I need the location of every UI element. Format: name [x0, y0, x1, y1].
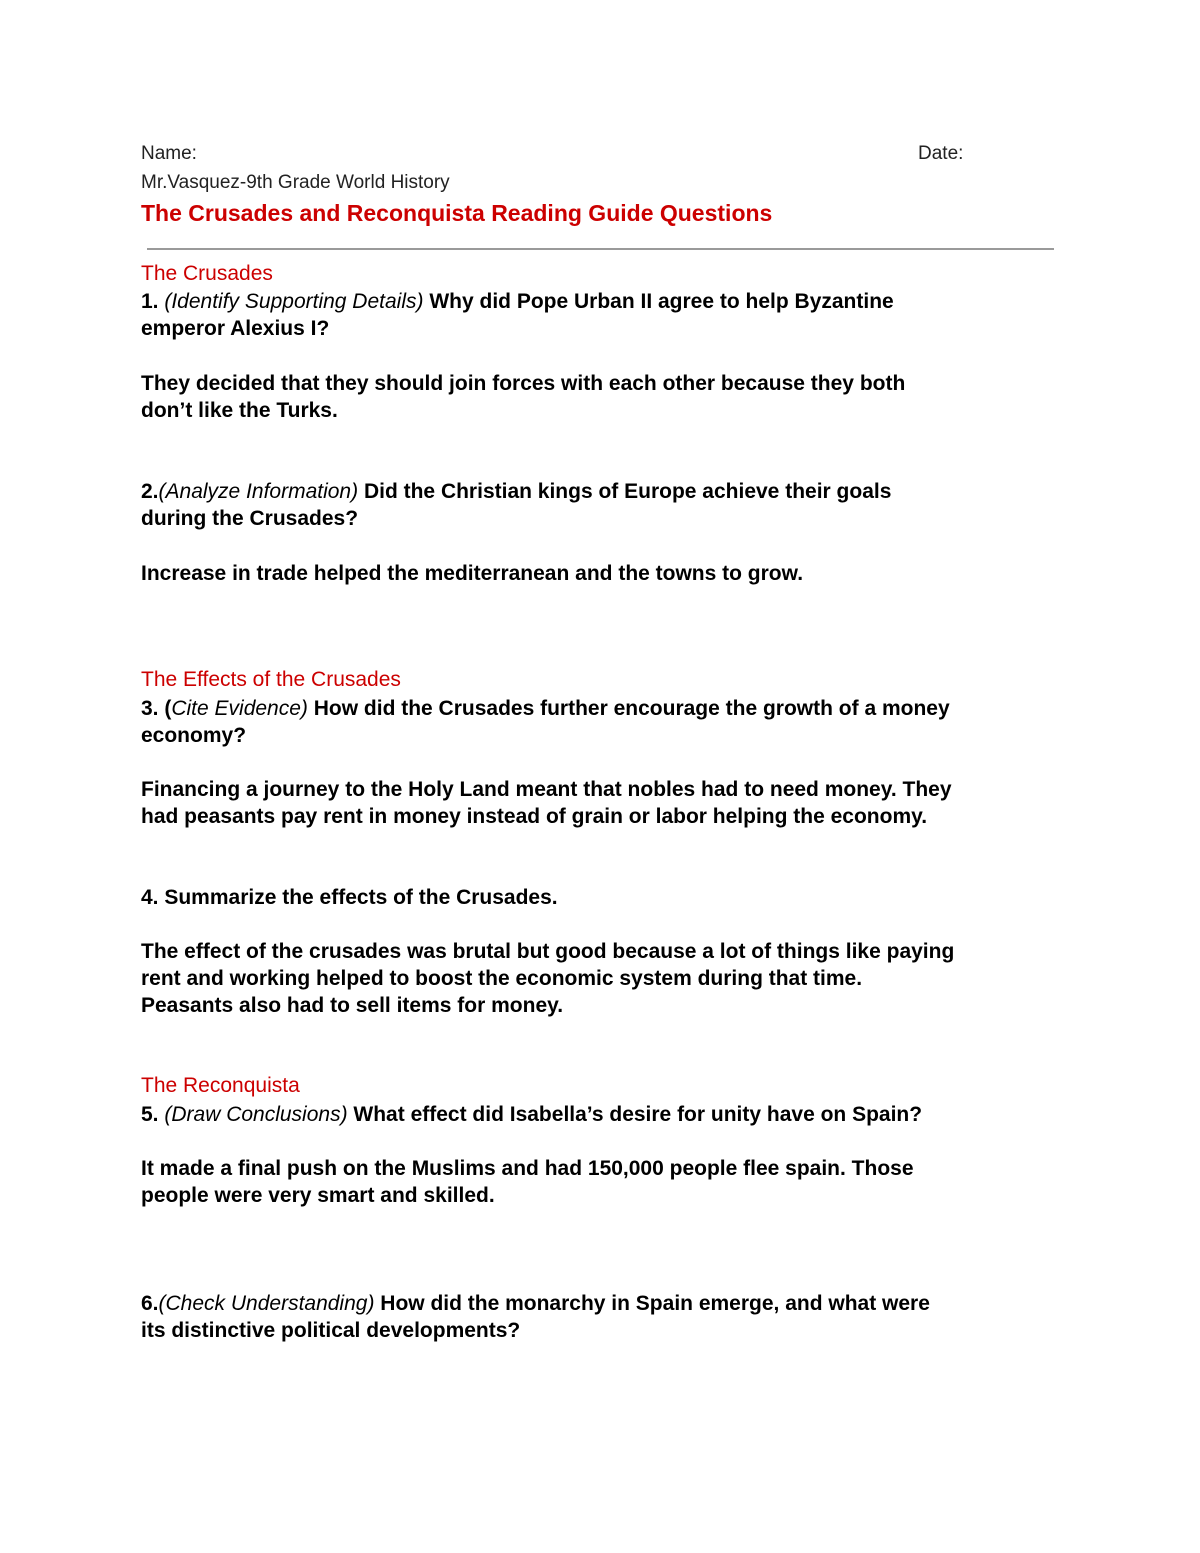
answer-text: had peasants pay rent in money instead of grain or labor helping the economy. — [141, 805, 928, 828]
question-skill-label: (Check Understanding) — [158, 1292, 375, 1315]
question-number: 5. — [141, 1103, 165, 1126]
section-heading-crusades: The Crusades — [141, 262, 273, 285]
question-1 — [141, 288, 894, 342]
question-skill-label: (Draw Conclusions) — [164, 1103, 348, 1126]
question-4 — [141, 884, 558, 911]
answer-text: The effect of the crusades was brutal but good because a lot of things like paying — [141, 940, 955, 963]
question-3 — [141, 695, 950, 749]
section-heading-reconquista: The Reconquista — [141, 1074, 300, 1097]
question-number: 6. — [141, 1292, 159, 1315]
question-text: Did the Christian kings of Europe achieve their goals — [358, 480, 892, 503]
question-text: its distinctive political developments? — [141, 1319, 521, 1342]
question-text: Why did Pope Urban II agree to help Byzantine — [423, 290, 894, 313]
answer-text: people were very smart and skilled. — [141, 1184, 495, 1207]
question-skill-label: Cite Evidence) — [171, 697, 308, 720]
question-skill-label: (Analyze Information) — [158, 480, 359, 503]
question-number: 1. — [141, 290, 165, 313]
horizontal-divider — [147, 248, 1054, 250]
question-2 — [141, 478, 891, 532]
name-label: Name: — [141, 143, 197, 164]
answer-3 — [141, 776, 952, 830]
question-text: emperor Alexius I? — [141, 317, 330, 340]
date-label: Date: — [918, 143, 964, 164]
page-title: The Crusades and Reconquista Reading Guide Questions — [141, 200, 773, 226]
answer-text: They decided that they should join forces with each other because they both — [141, 372, 906, 395]
question-skill-label: (Identify Supporting Details) — [164, 290, 424, 313]
answer-1 — [141, 370, 905, 424]
answer-4 — [141, 938, 954, 1019]
question-text: economy? — [141, 724, 247, 747]
question-text: How did the Crusades further encourage the growth of a money — [307, 697, 950, 720]
course-line: Mr.Vasquez-9th Grade World History — [141, 172, 450, 193]
question-6 — [141, 1290, 930, 1344]
answer-text: don’t like the Turks. — [141, 399, 338, 422]
question-text: What effect did Isabella’s desire for unity have on Spain? — [347, 1103, 923, 1126]
answer-2 — [141, 560, 803, 587]
answer-5 — [141, 1155, 914, 1209]
answer-text: Peasants also had to sell items for money. — [141, 994, 564, 1017]
answer-text: Financing a journey to the Holy Land meant that nobles had to need money. They — [141, 778, 952, 801]
answer-text: rent and working helped to boost the economic system during that time. — [141, 967, 863, 990]
question-number: 3. ( — [141, 697, 172, 720]
section-heading-effects: The Effects of the Crusades — [141, 668, 401, 691]
question-text: during the Crusades? — [141, 507, 359, 530]
question-5 — [141, 1101, 922, 1128]
question-text: How did the monarchy in Spain emerge, and what were — [374, 1292, 930, 1315]
answer-text: Increase in trade helped the mediterranean and the towns to grow. — [141, 562, 804, 585]
question-number: 2. — [141, 480, 159, 503]
answer-text: It made a final push on the Muslims and had 150,000 people flee spain. Those — [141, 1157, 914, 1180]
question-text: 4. Summarize the effects of the Crusades. — [141, 886, 558, 909]
